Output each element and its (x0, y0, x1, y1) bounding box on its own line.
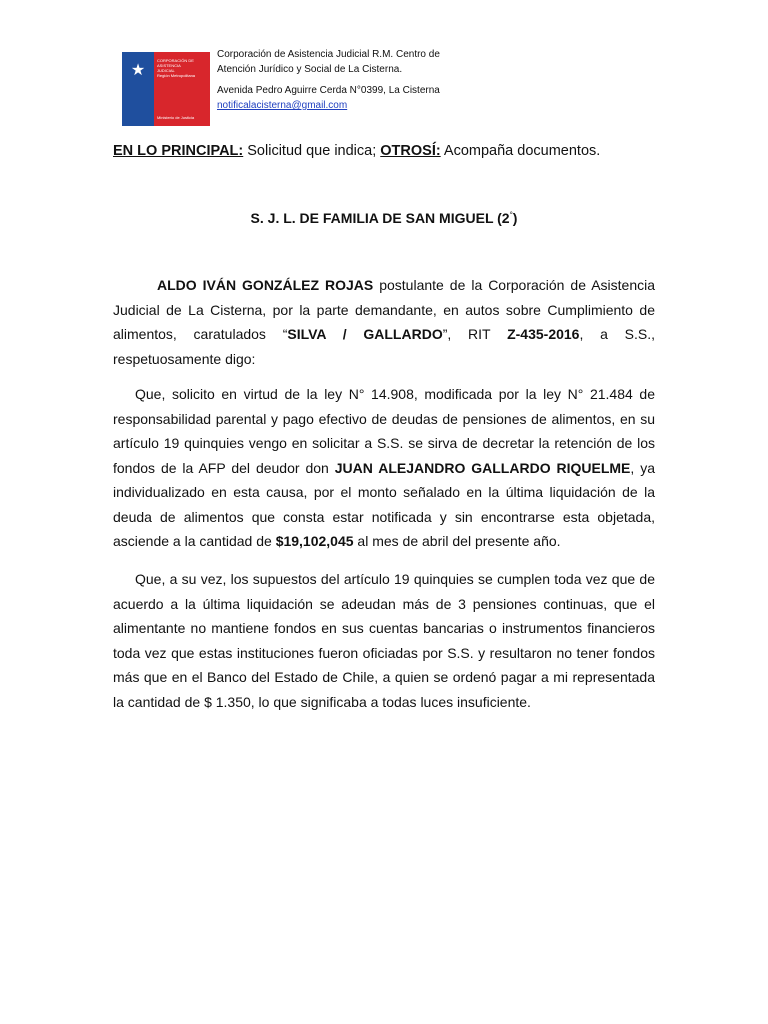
paragraph-text: , a S.S., respetuosamente digo: (113, 326, 655, 367)
court-heading (0, 210, 768, 226)
court-title: S. J. L. DE FAMILIA DE SAN MIGUEL (2 (250, 210, 510, 226)
header-line-2: Atención Jurídico y Social de La Cisterna. (217, 64, 403, 75)
court-ordinal: ° (509, 210, 513, 220)
logo-text-line: ASISTENCIA (157, 63, 181, 68)
logo-blue-panel (122, 52, 154, 126)
sumilla (113, 142, 600, 160)
paragraph-request (113, 382, 655, 554)
paragraph-text: al mes de abril del presente año. (353, 533, 561, 549)
paragraph-text: ”, RIT (442, 326, 508, 342)
paragraph-intro (113, 273, 655, 371)
logo-text-line: Región Metropolitana (157, 73, 196, 78)
case-caption: SILVA / GALLARDO (287, 326, 443, 342)
logo-red-panel (154, 52, 210, 126)
paragraph-text: , ya individualizado en esta causa, por el monto señalado en la última liquidación de la deuda de alimentos que consta estar notificada y sin encontrarse esta objetada, asciende a la cantidad de (113, 459, 655, 549)
principal-label: EN LO PRINCIPAL: (113, 143, 244, 159)
debtor-name: JUAN ALEJANDRO GALLARDO RIQUELME (334, 459, 631, 476)
paragraph-text: Que, solicito en virtud de la ley N° 14.908, modificada por la ley N° 21.484 de responsabilidad parental y pago efectivo de deudas de pensiones de alimentos, en su artículo 19 quinquies vengo en solicitar a S.S. se sirva de decretar la retención de los fondos de la AFP del deudor don (113, 386, 655, 476)
debt-amount: $19,102,045 (275, 533, 354, 549)
header-address: Avenida Pedro Aguirre Cerda N°0399, La Cisterna (217, 85, 440, 96)
header-line-1: Corporación de Asistencia Judicial R.M. Centro de (217, 49, 440, 60)
coat-of-arms-icon: ★ (130, 62, 146, 79)
otrosi-label: OTROSÍ: (380, 143, 441, 159)
attorney-name: ALDO IVÁN GONZÁLEZ ROJAS (157, 277, 374, 293)
letterhead (122, 48, 582, 128)
institution-logo (122, 52, 210, 126)
paragraph-text: postulante de la Corporación de Asistencia Judicial de La Cisterna, por la parte demandante, en autos sobre Cumplimiento de alimentos, caratulados “ (113, 277, 655, 342)
logo-ministry-text: Ministerio de Justicia (157, 115, 195, 120)
paragraph-text: Que, a su vez, los supuestos del artículo 19 quinquies se cumplen toda vez que de acuerdo a la última liquidación se adeudan más de 3 pensiones continuas, que el alimentante no mantiene fondos en sus cuentas bancarias o instrumentos financieros toda vez que estas instituciones fueron oficiadas por S.S. y resultaron no tener fondos más que en el Banco del Estado de Chile, a quien se ordenó pagar a mi representada la cantidad de $ 1.350, lo que significaba a todas luces insuficiente. (113, 571, 655, 710)
otrosi-text: Acompaña documentos. (440, 143, 601, 159)
logo-text-line: CORPORACIÓN DE (157, 58, 194, 63)
paragraph-grounds (113, 567, 655, 714)
case-rit: Z-435-2016 (507, 326, 580, 342)
principal-text: Solicitud que indica; (243, 143, 381, 159)
header-email-link[interactable]: notificalacisterna@gmail.com (217, 100, 348, 111)
letterhead-text (217, 48, 440, 120)
court-close: ) (512, 210, 518, 226)
logo-text-line: JUDICIAL (157, 68, 175, 73)
